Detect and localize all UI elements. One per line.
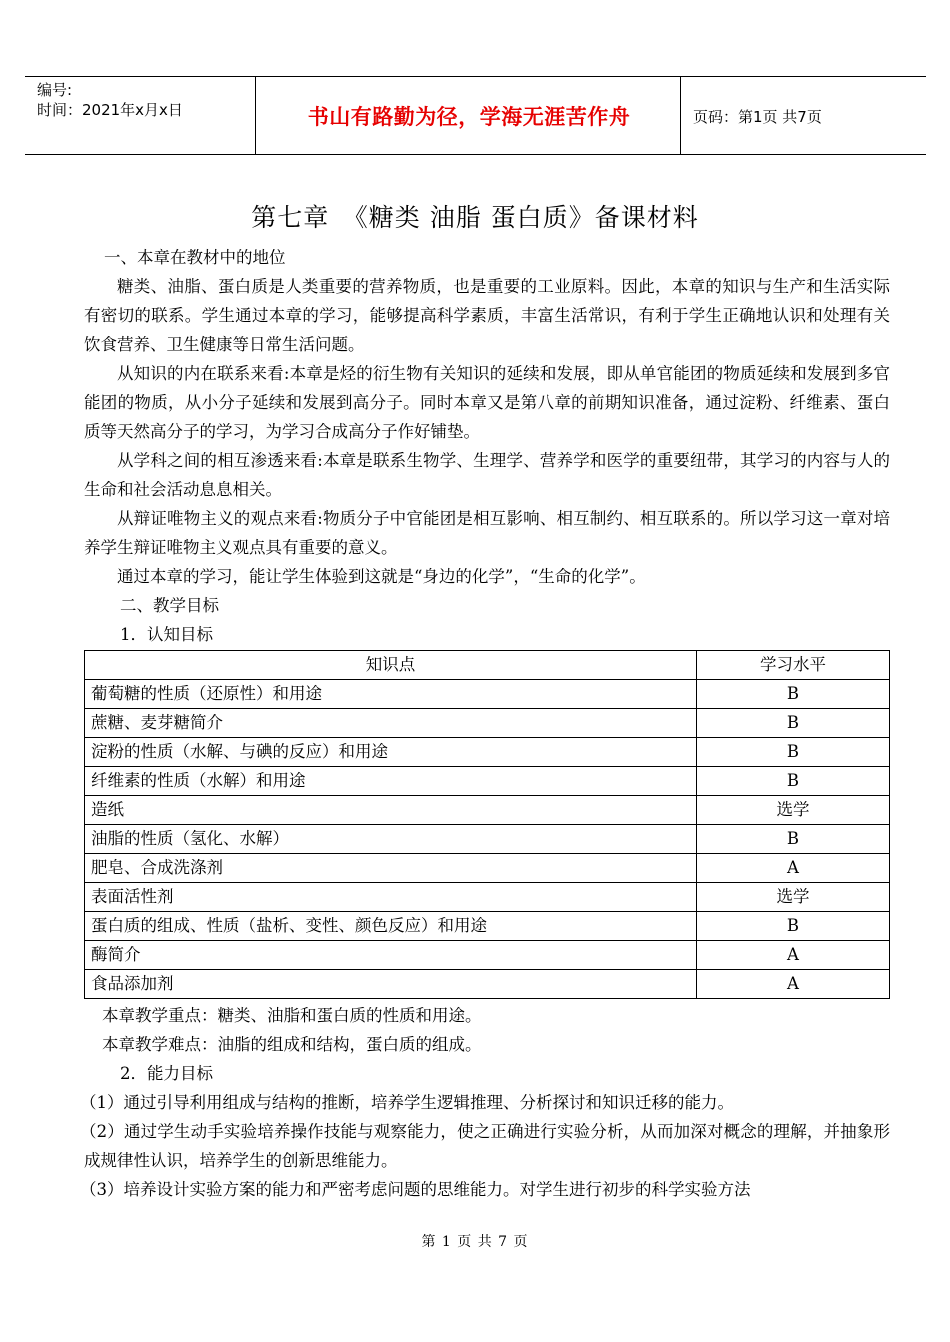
page-header [25, 76, 926, 156]
header-time-label: 时间：2021年x月x日 [37, 101, 183, 119]
ability-item: （3）培养设计实验方案的能力和严密考虑问题的思维能力。对学生进行初步的科学实验方法 [80, 1180, 751, 1199]
header-divider [255, 76, 256, 155]
table-row [85, 941, 890, 970]
knowledge-cell: 肥皂、合成洗涤剂 [85, 854, 697, 883]
header-page-info: 页码：第1页 共7页 [693, 108, 822, 126]
table-header-row [85, 651, 890, 680]
section-heading: 二、教学目标 [120, 596, 219, 615]
table-row [85, 912, 890, 941]
paragraph: 从知识的内在联系来看:本章是烃的衍生物有关知识的延续和发展，即从单官能团的物质延续和发展到多官能团的物质，从小分子延续和发展到高分子。同时本章又是第八章的前期知识准备，通过淀粉、纤维素、蛋白质等天然高分子的学习，为学习合成高分子作好铺垫。 [84, 364, 890, 441]
column-header-level: 学习水平 [697, 651, 890, 680]
knowledge-cell: 油脂的性质（氢化、水解） [85, 825, 697, 854]
header-number-label: 编号: [37, 81, 73, 99]
table-row [85, 796, 890, 825]
difficulty-point: 本章教学难点：油脂的组成和结构，蛋白质的组成。 [102, 1035, 482, 1054]
paragraph: 通过本章的学习，能让学生体验到这就是“身边的化学”，“生命的化学”。 [117, 567, 646, 586]
level-cell: 选学 [697, 796, 890, 825]
level-cell: B [697, 767, 890, 796]
knowledge-cell: 葡萄糖的性质（还原性）和用途 [85, 680, 697, 709]
subsection-heading: 2．能力目标 [120, 1064, 213, 1083]
page-footer: 第 1 页 共 7 页 [421, 1234, 529, 1250]
level-cell: A [697, 941, 890, 970]
document-title: 第七章 《糖类 油脂 蛋白质》备课材料 [251, 203, 699, 232]
header-meta [37, 80, 183, 120]
ability-item: （2）通过学生动手实验培养操作技能与观察能力，使之正确进行实验分析，从而加深对概念的理解，并抽象形成规律性认识，培养学生的创新思维能力。 [80, 1122, 890, 1170]
table-row [85, 767, 890, 796]
section-heading: 一、本章在教材中的地位 [104, 248, 286, 267]
knowledge-cell: 蔗糖、麦芽糖简介 [85, 709, 697, 738]
table-row [85, 970, 890, 999]
paragraph: 从辩证唯物主义的观点来看:物质分子中官能团是相互影响、相互制约、相互联系的。所以学习这一章对培养学生辩证唯物主义观点具有重要的意义。 [84, 509, 890, 557]
paragraph: 糖类、油脂、蛋白质是人类重要的营养物质，也是重要的工业原料。因此，本章的知识与生产和生活实际有密切的联系。学生通过本章的学习，能够提高科学素质，丰富生活常识，有利于学生正确地认识和处理有关饮食营养、卫生健康等日常生活问题。 [84, 277, 890, 354]
column-header-knowledge: 知识点 [85, 651, 697, 680]
table-row [85, 883, 890, 912]
table-row [85, 825, 890, 854]
knowledge-cell: 蛋白质的组成、性质（盐析、变性、颜色反应）和用途 [85, 912, 697, 941]
subsection-heading: 1．认知目标 [120, 625, 213, 644]
knowledge-cell: 纤维素的性质（水解）和用途 [85, 767, 697, 796]
level-cell: B [697, 825, 890, 854]
header-motto: 书山有路勤为径，学海无涯苦作舟 [307, 104, 631, 129]
table-row [85, 680, 890, 709]
level-cell: B [697, 912, 890, 941]
level-cell: B [697, 680, 890, 709]
level-cell: 选学 [697, 883, 890, 912]
paragraph: 从学科之间的相互渗透来看:本章是联系生物学、生理学、营养学和医学的重要纽带，其学习的内容与人的生命和社会活动息息相关。 [84, 451, 890, 499]
level-cell: A [697, 970, 890, 999]
knowledge-cell: 表面活性剂 [85, 883, 697, 912]
knowledge-cell: 食品添加剂 [85, 970, 697, 999]
knowledge-cell: 淀粉的性质（水解、与碘的反应）和用途 [85, 738, 697, 767]
table-row [85, 738, 890, 767]
table-row [85, 854, 890, 883]
knowledge-table [84, 650, 890, 999]
key-point: 本章教学重点：糖类、油脂和蛋白质的性质和用途。 [102, 1006, 482, 1025]
knowledge-cell: 酶简介 [85, 941, 697, 970]
table-row [85, 709, 890, 738]
ability-item: （1）通过引导利用组成与结构的推断，培养学生逻辑推理、分析探讨和知识迁移的能力。 [80, 1093, 734, 1112]
level-cell: A [697, 854, 890, 883]
document-body [80, 243, 890, 1204]
knowledge-cell: 造纸 [85, 796, 697, 825]
level-cell: B [697, 709, 890, 738]
level-cell: B [697, 738, 890, 767]
